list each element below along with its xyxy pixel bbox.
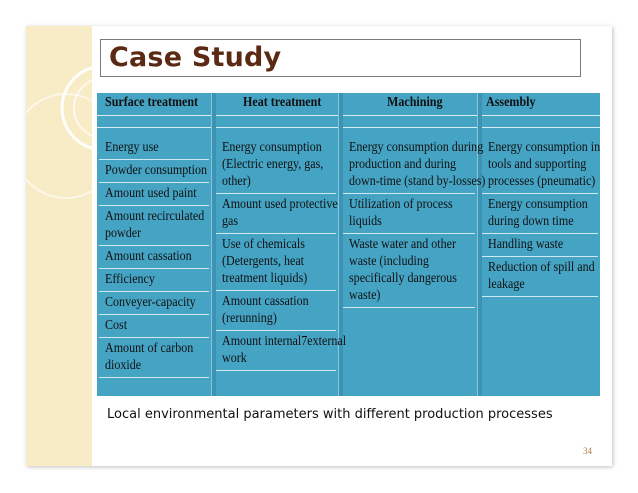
cell-line: tools and supporting [488, 157, 587, 172]
cell-line: Amount used paint [105, 186, 197, 201]
table-cell [99, 246, 209, 269]
cell-line: Energy consumption [222, 140, 322, 155]
table-spacer-row [97, 115, 600, 128]
table-cell [343, 194, 475, 234]
table-cell [216, 291, 336, 331]
table-cell [99, 160, 209, 183]
column-machining [343, 137, 486, 308]
cell-line: Use of chemicals [222, 237, 305, 252]
cell-line: Amount internal7external [222, 334, 347, 349]
table-cell [482, 137, 601, 194]
table-cell [99, 292, 209, 315]
column-surface-treatment [99, 137, 209, 378]
cell-line: down-time (stand by-losses) [349, 174, 486, 189]
cell-line: (rerunning) [222, 311, 277, 326]
cell-line: Energy consumption during [349, 140, 484, 155]
cell-line: Energy use [105, 140, 159, 155]
cell-line: Cost [105, 318, 128, 333]
header-machining: Machining [387, 95, 443, 110]
cell-line: (Electric energy, gas, [222, 157, 324, 172]
cell-line: waste (including [349, 254, 429, 269]
table-cell [216, 234, 336, 291]
cell-line: Energy consumption [488, 197, 588, 212]
cell-line: work [222, 351, 247, 366]
slide-title: Case Study [109, 42, 282, 73]
cell-line: Powder consumption [105, 163, 208, 178]
cell-line: processes (pneumatic) [488, 174, 596, 189]
cell-line: waste) [349, 288, 381, 303]
table-cell [216, 137, 336, 194]
table-cell [482, 194, 598, 234]
header-surface-treatment: Surface treatment [105, 95, 199, 110]
cell-line: Conveyer-capacity [105, 295, 196, 310]
table-cell [343, 137, 486, 194]
cell-line: during down time [488, 214, 574, 229]
cell-line: Energy consumption in [488, 140, 601, 155]
cell-line: Amount used protective [222, 197, 338, 212]
cell-line: production and during [349, 157, 457, 172]
cell-line: specifically dangerous [349, 271, 457, 286]
table-cell [482, 257, 598, 297]
cell-line: dioxide [105, 358, 142, 373]
header-heat-treatment: Heat treatment [243, 95, 322, 110]
cell-line: Amount cassation [222, 294, 309, 309]
cell-line: Handling waste [488, 237, 564, 252]
data-table [97, 93, 600, 396]
table-cell [99, 183, 209, 206]
cell-line: Reduction of spill and [488, 260, 595, 275]
column-heat-treatment [216, 137, 347, 371]
table-cell [99, 338, 209, 378]
cell-line: Amount recirculated [105, 209, 205, 224]
cell-line: other) [222, 174, 251, 189]
page-number: 34 [583, 446, 592, 456]
cell-line: Utilization of process [349, 197, 453, 212]
cell-line: powder [105, 226, 142, 241]
table-cell [482, 234, 598, 257]
cell-line: liquids [349, 214, 382, 229]
header-assembly: Assembly [486, 95, 536, 110]
title-box [100, 39, 581, 77]
table-cell [99, 137, 209, 160]
cell-line: Efficiency [105, 272, 155, 287]
table-cell [216, 194, 336, 234]
table-cell [343, 234, 475, 308]
table-cell [99, 206, 209, 246]
cell-line: Amount cassation [105, 249, 192, 264]
cell-line: gas [222, 214, 239, 229]
slide-caption: Local environmental parameters with different production processes [107, 407, 553, 422]
cell-line: treatment liquids) [222, 271, 308, 286]
table-cell [99, 315, 209, 338]
column-assembly [482, 137, 601, 297]
cell-line: leakage [488, 277, 525, 292]
cell-line: (Detergents, heat [222, 254, 305, 269]
table-cell [99, 269, 209, 292]
table-cell [216, 331, 347, 371]
cell-line: Amount of carbon [105, 341, 194, 356]
cell-line: Waste water and other [349, 237, 457, 252]
